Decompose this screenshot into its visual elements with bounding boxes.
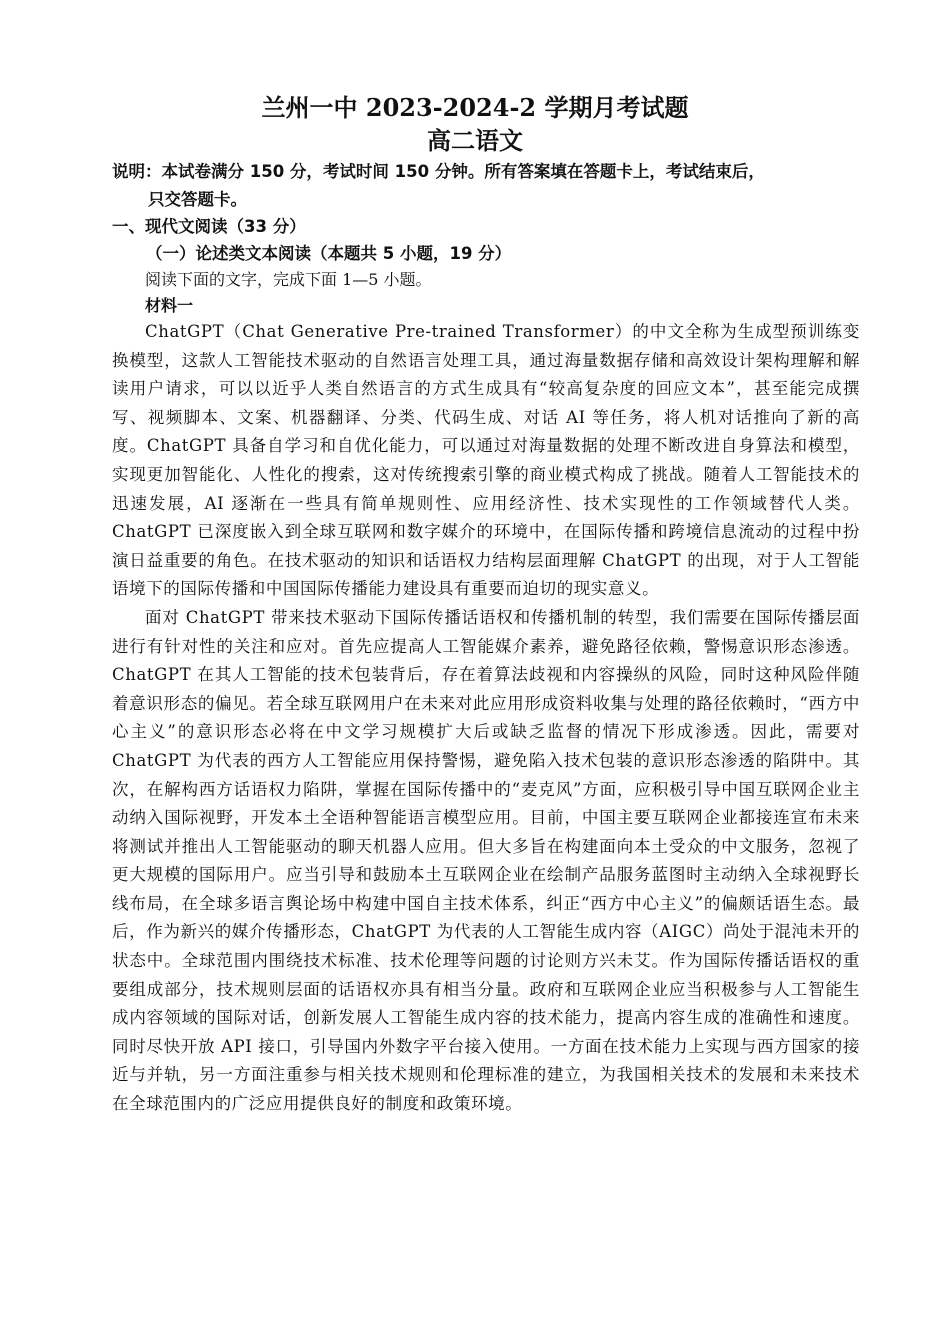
section-heading: 一、现代文阅读（33 分） (112, 217, 306, 236)
material-label: 材料一 (145, 296, 194, 315)
exam-title: 兰州一中 2023-2024-2 学期月考试题 (261, 93, 689, 122)
paragraph-1: ChatGPT（Chat Generative Pre-trained Transformer）的中文全称为生成型预训练变换模型，这款人工智能技术驱动的自然语言处理工具，通过海量数据存储和高效设计架构理解和解读用户请求，可以以近乎人类自然语言的方式生成具有“较高复杂度的回应文本”，甚至能完成撰写、视频脚本、文案、机器翻译、分类、代码生成、对话 AI 等任务，将人机对话推向了新的高度。ChatGPT 具备自学习和自优化能力，可以通过对海量数据的处理不断改进自身算法和模型，实现更加智能化、人性化的搜索，这对传统搜索引擎的商业模式构成了挑战。随着人工智能技术的迅速发展，AI 逐渐在一些具有简单规则性、应用经济性、技术实现性的工作领域替代人类。ChatGPT 已深度嵌入到全球互联网和数字媒介的环境中，在国际传播和跨境信息流动的过程中扮演日益重要的角色。在技术驱动的知识和话语权力结构层面理解 ChatGPT 的出现，对于人工智能语境下的国际传播和中国国际传播能力建设具有重要而迫切的现实意义。 (112, 322, 860, 599)
instructions (112, 158, 847, 214)
paragraph-2: 面对 ChatGPT 带来技术驱动下国际传播话语权和传播机制的转型，我们需要在国际传播层面进行有针对性的关注和应对。首先应提高人工智能媒介素养，避免路径依赖，警惕意识形态渗透。ChatGPT 在其人工智能的技术包装背后，存在着算法歧视和内容操纵的风险，同时这种风险伴随着意识形态的偏见。若全球互联网用户在未来对此应用形成资料收集与处理的路径依赖时，“西方中心主义”的意识形态必将在中文学习规模扩大后或缺乏监督的情况下形成渗透。因此，需要对 ChatGPT 为代表的西方人工智能应用保持警惕，避免陷入技术包装的意识形态渗透的陷阱中。其次，在解构西方话语权力陷阱，掌握在国际传播中的“麦克风”方面，应积极引导中国互联网企业主动纳入国际视野，开发本土全语种智能语言模型应用。目前，中国主要互联网企业都接连宣布未来将测试并推出人工智能驱动的聊天机器人应用。但大多旨在构建面向本土受众的中文服务，忽视了更大规模的国际用户。应当引导和鼓励本土互联网企业在绘制产品服务蓝图时主动纳入全球视野长线布局，在全球多语言舆论场中构建中国自主技术体系，纠正“西方中心主义”的偏颇话语生态。最后，作为新兴的媒介传播形态，ChatGPT 为代表的人工智能生成内容（AIGC）尚处于混沌未开的状态中。全球范围内围绕技术标准、技术伦理等问题的讨论则方兴未艾。作为国际传播话语权的重要组成部分，技术规则层面的话语权亦具有相当分量。政府和互联网企业应当积极参与人工智能生成内容领域的国际对话，创新发展人工智能生成内容的技术能力，提高内容生成的准确性和速度。同时尽快开放 API 接口，引导国内外数字平台接入使用。一方面在技术能力上实现与西方国家的接近与并轨，另一方面注重参与相关技术规则和伦理标准的建立，为我国相关技术的发展和未来技术在全球范围内的广泛应用提供良好的制度和政策环境。 (112, 607, 860, 1114)
instructions-line-1: 说明：本试卷满分 150 分，考试时间 150 分钟。所有答案填在答题卡上，考试结束后， (112, 162, 765, 181)
instructions-line-2: 只交答题卡。 (148, 190, 247, 209)
exam-subject: 高二语文 (427, 126, 523, 155)
reading-prompt: 阅读下面的文字，完成下面 1—5 小题。 (145, 270, 432, 289)
subsection-heading: （一）论述类文本阅读（本题共 5 小题，19 分） (146, 244, 512, 263)
material-body (112, 318, 860, 1119)
